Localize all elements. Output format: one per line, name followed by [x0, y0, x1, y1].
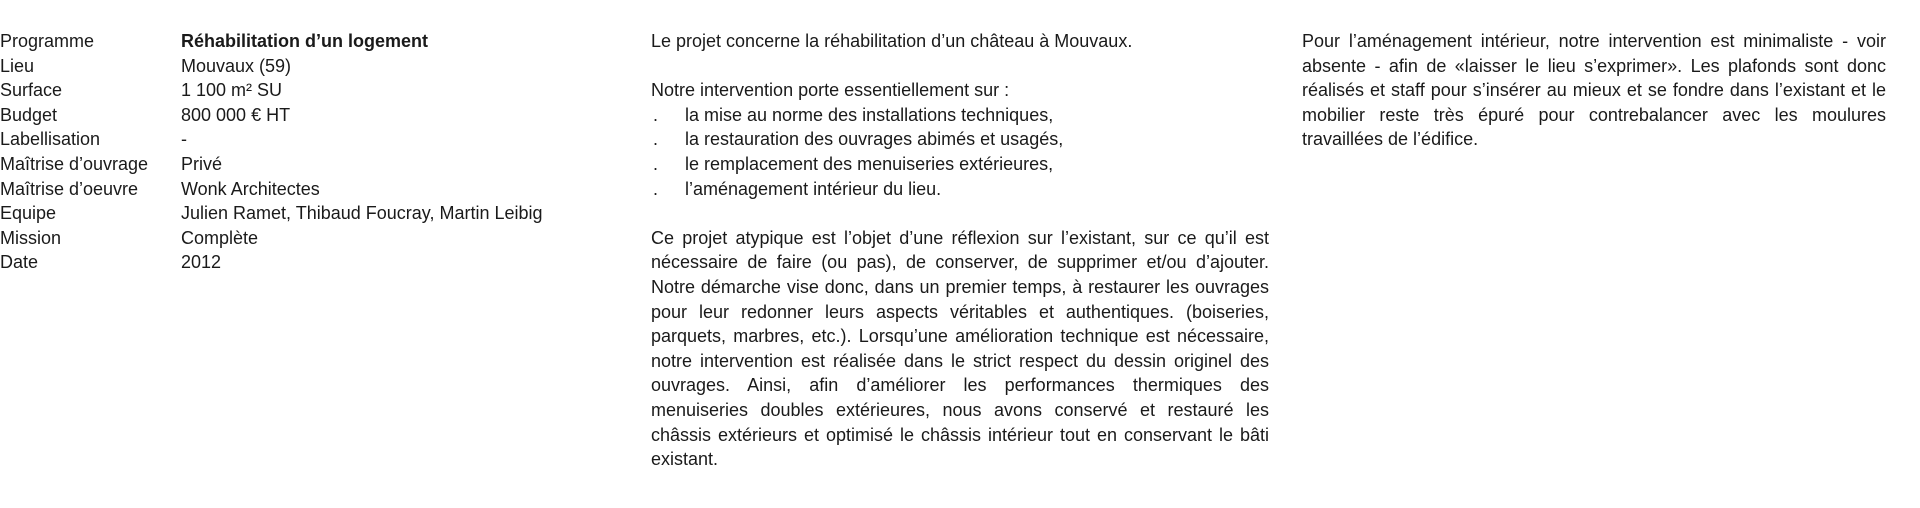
bullet-marker: .	[653, 178, 659, 199]
list-item-text: l’aménagement intérieur du lieu.	[685, 178, 942, 199]
info-row-programme	[0, 29, 600, 54]
list-item	[651, 127, 1269, 152]
list-item-text: la restauration des ouvrages abimés et usagés,	[685, 129, 1064, 150]
bullet-marker: .	[653, 153, 659, 174]
intro-text: Le projet concerne la réhabilitation d’un château à Mouvaux.	[651, 31, 1133, 51]
info-label: Equipe	[0, 203, 57, 224]
info-label: Surface	[0, 80, 63, 101]
info-value: 2012	[181, 252, 222, 273]
info-value: -	[181, 129, 187, 150]
info-row-maitrise-oeuvre	[0, 177, 600, 202]
project-info-table	[0, 29, 600, 275]
info-label: Date	[0, 252, 39, 273]
info-row-date	[0, 250, 600, 275]
info-value: Privé	[181, 153, 223, 174]
info-value: Wonk Architectes	[181, 178, 320, 199]
info-row-equipe	[0, 201, 600, 226]
info-value: 1 100 m² SU	[181, 80, 283, 101]
info-row-budget	[0, 103, 600, 128]
interior-paragraph: Pour l’aménagement intérieur, notre intervention est minimaliste - voir absente - afin de «laisser le lieu s’exprimer». Les plafonds sont donc réalisés et staff pour s’insérer au mieux et se fondre dans l’existant et le mobilier reste très épuré pour contrebalancer avec les moulures travaillées de l’édifice.	[1302, 31, 1886, 150]
info-label: Labellisation	[0, 129, 101, 150]
info-value: Réhabilitation d’un logement	[181, 31, 428, 51]
info-label: Programme	[0, 31, 95, 51]
info-value: Julien Ramet, Thibaud Foucray, Martin Leibig	[181, 203, 543, 224]
spacer	[651, 201, 1269, 226]
spacer	[651, 54, 1269, 79]
project-description	[651, 29, 1269, 472]
interior-description	[1302, 29, 1886, 152]
list-heading: Notre intervention porte essentiellement sur :	[651, 80, 1010, 101]
info-label: Maîtrise d’oeuvre	[0, 178, 139, 199]
list-item	[651, 177, 1269, 202]
info-value: Complète	[181, 227, 259, 248]
info-label: Mission	[0, 227, 62, 248]
info-label: Budget	[0, 104, 58, 125]
info-row-maitrise-ouvrage	[0, 152, 600, 177]
info-row-surface	[0, 78, 600, 103]
info-value: 800 000 € HT	[181, 104, 291, 125]
list-item	[651, 103, 1269, 128]
bullet-marker: .	[653, 104, 659, 125]
description-paragraph: Ce projet atypique est l’objet d’une réflexion sur l’existant, sur ce qu’il est nécessaire de faire (ou pas), de conserver, de supprimer et/ou d’ajouter. Notre démarche vise donc, dans un premier temps, à restaurer les ouvrages pour leur redonner leurs aspects véritables et authentiques. (boiseries, parquets, marbres, etc.). Lorsqu’une amélioration technique est nécessaire, notre intervention est réalisée dans le strict respect du dessin originel des ouvrages. Ainsi, afin d’améliorer les performances thermiques des menuiseries doubles extérieures, nous avons conservé et restauré les châssis extérieurs et optimisé le châssis intérieur tout en conservant le bâti existant.	[651, 227, 1269, 470]
info-row-mission	[0, 226, 600, 251]
list-item	[651, 152, 1269, 177]
info-row-labellisation	[0, 127, 600, 152]
bullet-marker: .	[653, 129, 659, 150]
intervention-list	[651, 103, 1269, 201]
info-label: Lieu	[0, 55, 35, 76]
info-value: Mouvaux (59)	[181, 55, 292, 76]
list-item-text: la mise au norme des installations techniques,	[685, 104, 1054, 125]
info-row-lieu	[0, 54, 600, 79]
list-item-text: le remplacement des menuiseries extérieures,	[685, 153, 1054, 174]
info-label: Maîtrise d’ouvrage	[0, 153, 149, 174]
